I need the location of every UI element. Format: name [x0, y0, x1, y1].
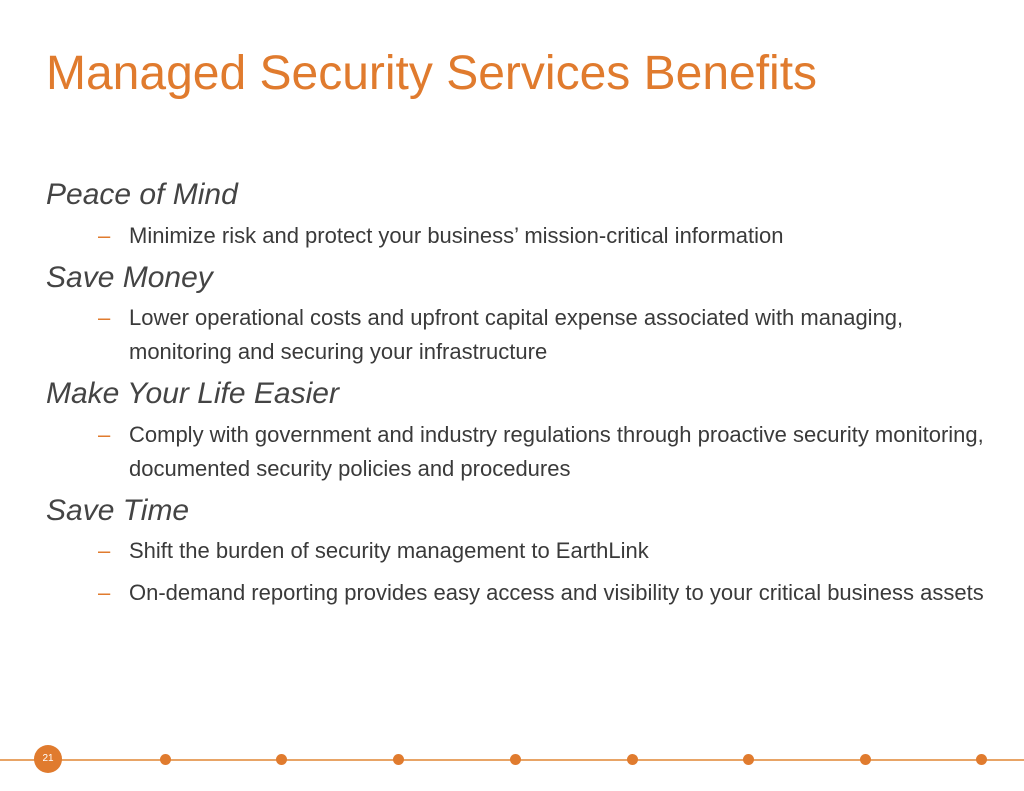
bullet-dash: –: [98, 538, 111, 563]
slide-title: Managed Security Services Benefits: [46, 47, 818, 100]
bullet-text: Lower operational costs and upfront capital expense associated with managing, monitoring and securing your infrastructure: [129, 305, 904, 364]
bullet-list: [46, 219, 986, 253]
bullet-list: [46, 534, 986, 610]
section-heading-save-time: Save Time: [46, 493, 190, 527]
footer-dot: [976, 754, 987, 765]
page-number-badge: 21: [34, 745, 62, 773]
footer-dot: [860, 754, 871, 765]
footer-dot: [160, 754, 171, 765]
bullet-dash: –: [98, 421, 111, 447]
bullet-dash: –: [98, 305, 111, 330]
footer-dot: [393, 754, 404, 765]
bullet-dash: –: [98, 222, 111, 248]
bullet-item: [46, 301, 986, 369]
bullet-list: [46, 418, 986, 486]
bullet-text: Minimize risk and protect your business’ mission-critical information: [129, 222, 784, 248]
bullet-item: [46, 219, 986, 253]
bullet-item: [46, 534, 986, 568]
bullet-item: [46, 418, 986, 486]
slide-content: [46, 178, 986, 618]
section-heading-save-money: Save Money: [46, 260, 213, 294]
bullet-text: On-demand reporting provides easy access and visibility to your critical business assets: [129, 580, 984, 605]
section-heading-make-your-life-easier: Make Your Life Easier: [46, 377, 339, 410]
footer-dot: [743, 754, 754, 765]
footer-dot: [276, 754, 287, 765]
bullet-text: Shift the burden of security management to EarthLink: [129, 538, 649, 563]
bullet-dash: –: [98, 580, 111, 605]
bullet-text: Comply with government and industry regulations through proactive security monitoring, documented security policies and procedures: [129, 421, 984, 481]
footer-dot: [627, 754, 638, 765]
footer-dot: [510, 754, 521, 765]
section-heading-peace-of-mind: Peace of Mind: [46, 178, 238, 211]
bullet-list: [46, 301, 986, 369]
bullet-item: [46, 576, 986, 610]
